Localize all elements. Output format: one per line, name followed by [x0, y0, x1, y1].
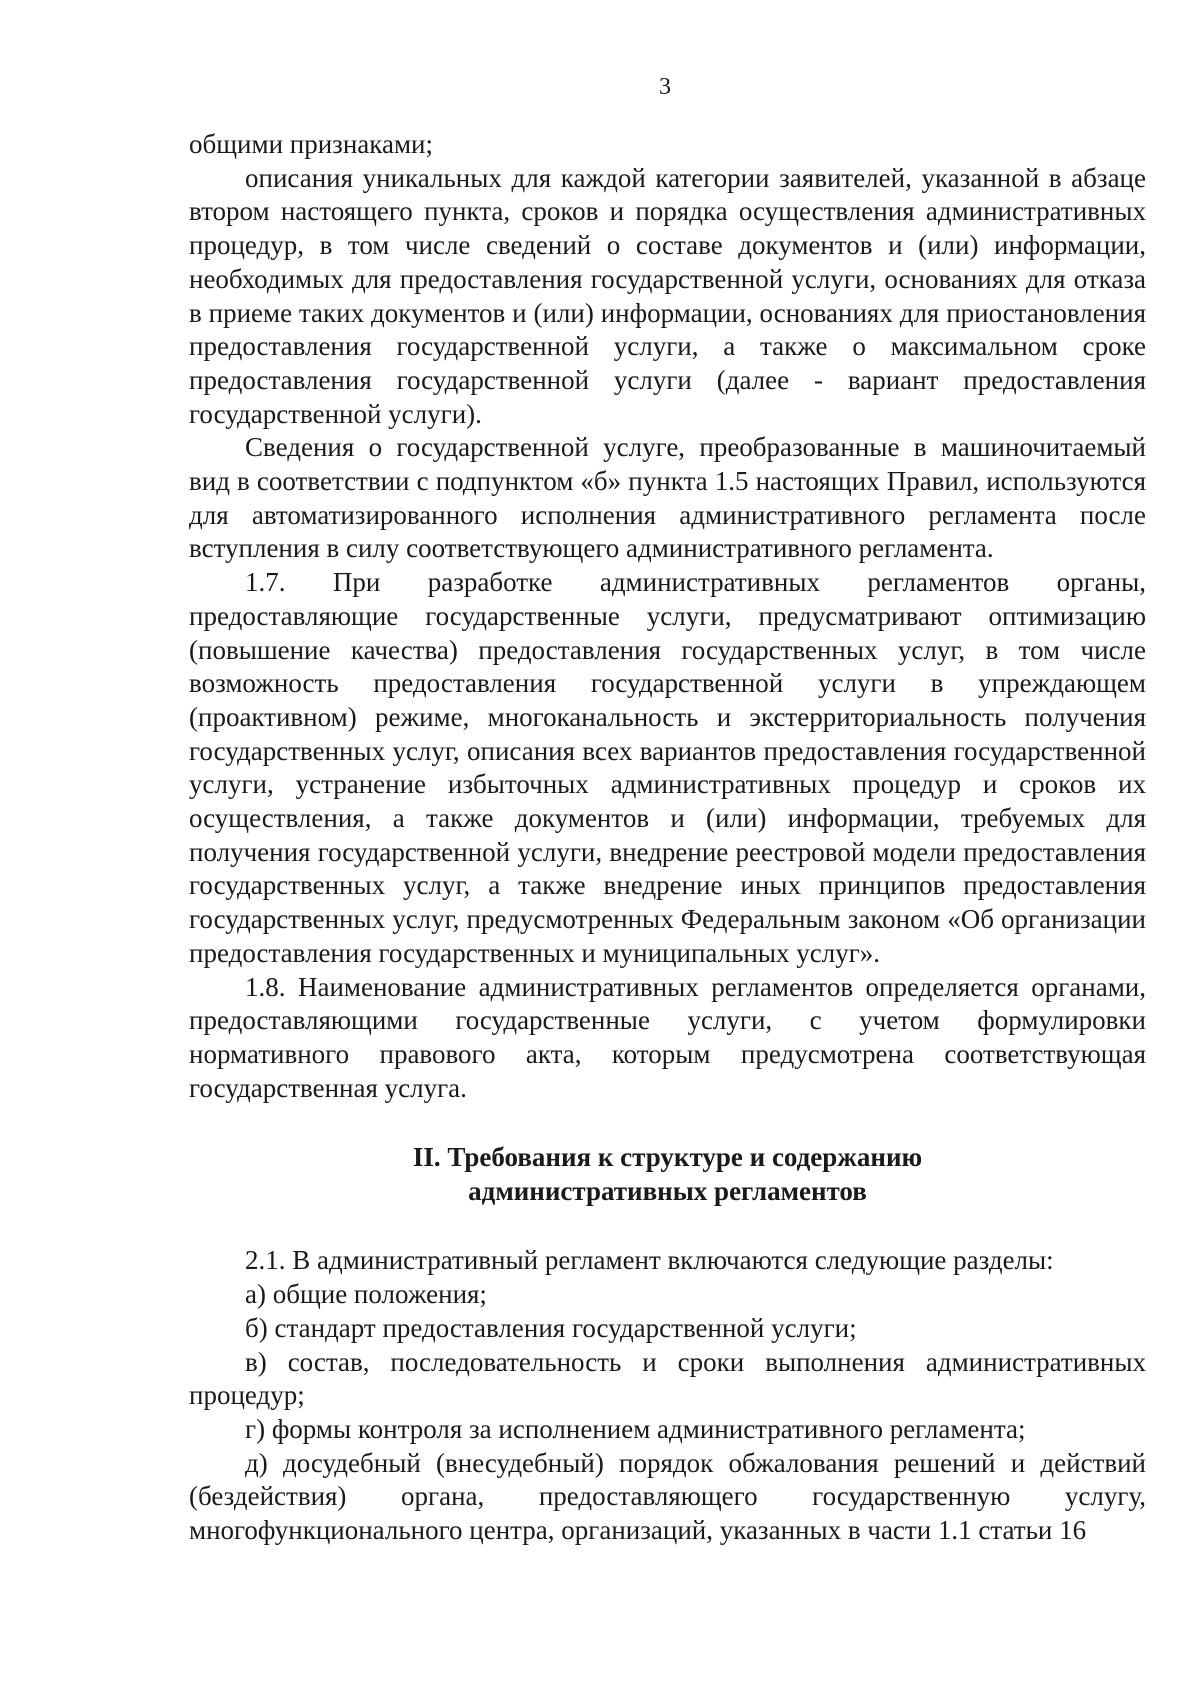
paragraph-2-1: 2.1. В административный регламент включаются следующие разделы:: [245, 1245, 1054, 1276]
list-item: а) общие положения;: [245, 1279, 487, 1310]
paragraph-1-8: 1.8. Наименование административных регламентов определяется органами, предоставляющими государственные услуги, с учетом формулировки нормативного правового акта, которым предусмотрена соответствующая государственная услуга.: [189, 971, 1146, 1103]
list-item: б) стандарт предоставления государственной услуги;: [245, 1312, 857, 1343]
paragraph: общими признаками;: [189, 129, 433, 159]
document-body: [189, 128, 1146, 1548]
section-title-line: II. Требования к структуре и содержанию: [412, 1142, 923, 1173]
list-item: в) состав, последовательность и сроки выполнения административных процедур;: [189, 1346, 1146, 1411]
section-title-line: административных регламентов: [468, 1176, 867, 1207]
list-item: д) досудебный (внесудебный) порядок обжалования решений и действий (бездействия) органа, предоставляющего государственную услугу, многофункционального центра, организаций, указанных в части 1.1 статьи 16: [189, 1447, 1146, 1546]
section-title: [189, 1140, 1146, 1208]
paragraph-1-7: 1.7. При разработке административных регламентов органы, предоставляющие государственные услуги, предусматривают оптимизацию (повышение качества) предоставления государственных услуг, в том числе возможность предоставления государственной услуги в упреждающем (проактивном) режиме, многоканальность и экстерриториальность получения государственных услуг, описания всех вариантов предоставления государственной услуги, устранение избыточных административных процедур и сроков их осуществления, а также документов и (или) информации, требуемых для получения государственной услуги, внедрение реестровой модели предоставления государственных услуг, а также внедрение иных принципов предоставления государственных услуг, предусмотренных Федеральным законом «Об организации предоставления государственных и муниципальных услуг».: [189, 567, 1146, 968]
paragraph: описания уникальных для каждой категории заявителей, указанной в абзаце втором настоящего пункта, сроков и порядка осуществления административных процедур, в том числе сведений о составе документов и (или) информации, необходимых для предоставления государственной услуги, основаниях для отказа в приеме таких документов и (или) информации, основаниях для приостановления предоставления государственной услуги, а также о максимальном сроке предоставления государственной услуги (далее - вариант предоставления государственной услуги).: [189, 162, 1146, 429]
list-item: г) формы контроля за исполнением административного регламента;: [245, 1413, 1026, 1444]
page-number: 3: [659, 74, 671, 100]
paragraph: Сведения о государственной услуге, преобразованные в машиночитаемый вид в соответствии с подпунктом «б» пункта 1.5 настоящих Правил, используются для автоматизированного исполнения административного регламента после вступления в силу соответствующего административного регламента.: [189, 432, 1146, 564]
